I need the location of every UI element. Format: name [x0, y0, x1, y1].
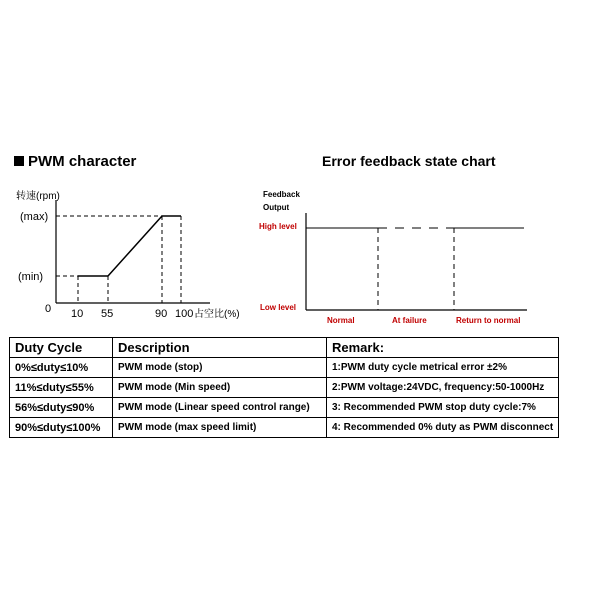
- remark-cell: 4: Recommended 0% duty as PWM disconnect: [327, 418, 559, 438]
- header-description: Description: [113, 338, 327, 358]
- duty-cell: 11%≤duty≤55%: [10, 378, 113, 398]
- table-row: [10, 358, 559, 378]
- description-cell: PWM mode (Linear speed control range): [113, 398, 327, 418]
- description-cell: PWM mode (max speed limit): [113, 418, 327, 438]
- error-chart: [259, 190, 527, 325]
- remark-cell: 3: Recommended PWM stop duty cycle:7%: [327, 398, 559, 418]
- error-y-label-2: Output: [263, 203, 290, 212]
- table-row: [10, 378, 559, 398]
- high-level-label: High level: [259, 222, 297, 231]
- spec-table: [9, 337, 559, 438]
- x-label-return: Return to normal: [456, 316, 521, 325]
- error-y-label-1: Feedback: [263, 190, 300, 199]
- pwm-chart: [16, 189, 240, 320]
- pwm-origin-label: 0: [45, 303, 52, 315]
- pwm-x-axis-label: 占空比(%): [194, 309, 240, 320]
- duty-cell: 90%≤duty≤100%: [10, 418, 113, 438]
- pwm-speed-curve: [78, 216, 181, 276]
- x-label-normal: Normal: [327, 316, 355, 325]
- error-chart-title: Error feedback state chart: [322, 153, 496, 169]
- header-duty-cycle: Duty Cycle: [10, 338, 113, 358]
- table-row: [10, 418, 559, 438]
- pwm-x-tick-55: 55: [101, 308, 114, 320]
- pwm-y-axis-label: 转速(rpm): [16, 191, 60, 202]
- duty-cell: 0%≤duty≤10%: [10, 358, 113, 378]
- table-header-row: [10, 338, 559, 358]
- x-label-at-failure: At failure: [392, 316, 427, 325]
- duty-cell: 56%≤duty≤90%: [10, 398, 113, 418]
- remark-cell: 1:PWM duty cycle metrical error ±2%: [327, 358, 559, 378]
- description-cell: PWM mode (Min speed): [113, 378, 327, 398]
- pwm-x-tick-90: 90: [155, 308, 168, 320]
- low-level-label: Low level: [260, 303, 297, 312]
- header-remark: Remark:: [327, 338, 559, 358]
- remark-cell: 2:PWM voltage:24VDC, frequency:50-1000Hz: [327, 378, 559, 398]
- pwm-chart-title: PWM character: [14, 153, 136, 170]
- pwm-min-label: (min): [18, 271, 44, 283]
- pwm-x-tick-100: 100: [175, 308, 194, 320]
- description-cell: PWM mode (stop): [113, 358, 327, 378]
- pwm-max-label: (max): [20, 211, 49, 223]
- pwm-x-tick-10: 10: [71, 308, 84, 320]
- table-row: [10, 398, 559, 418]
